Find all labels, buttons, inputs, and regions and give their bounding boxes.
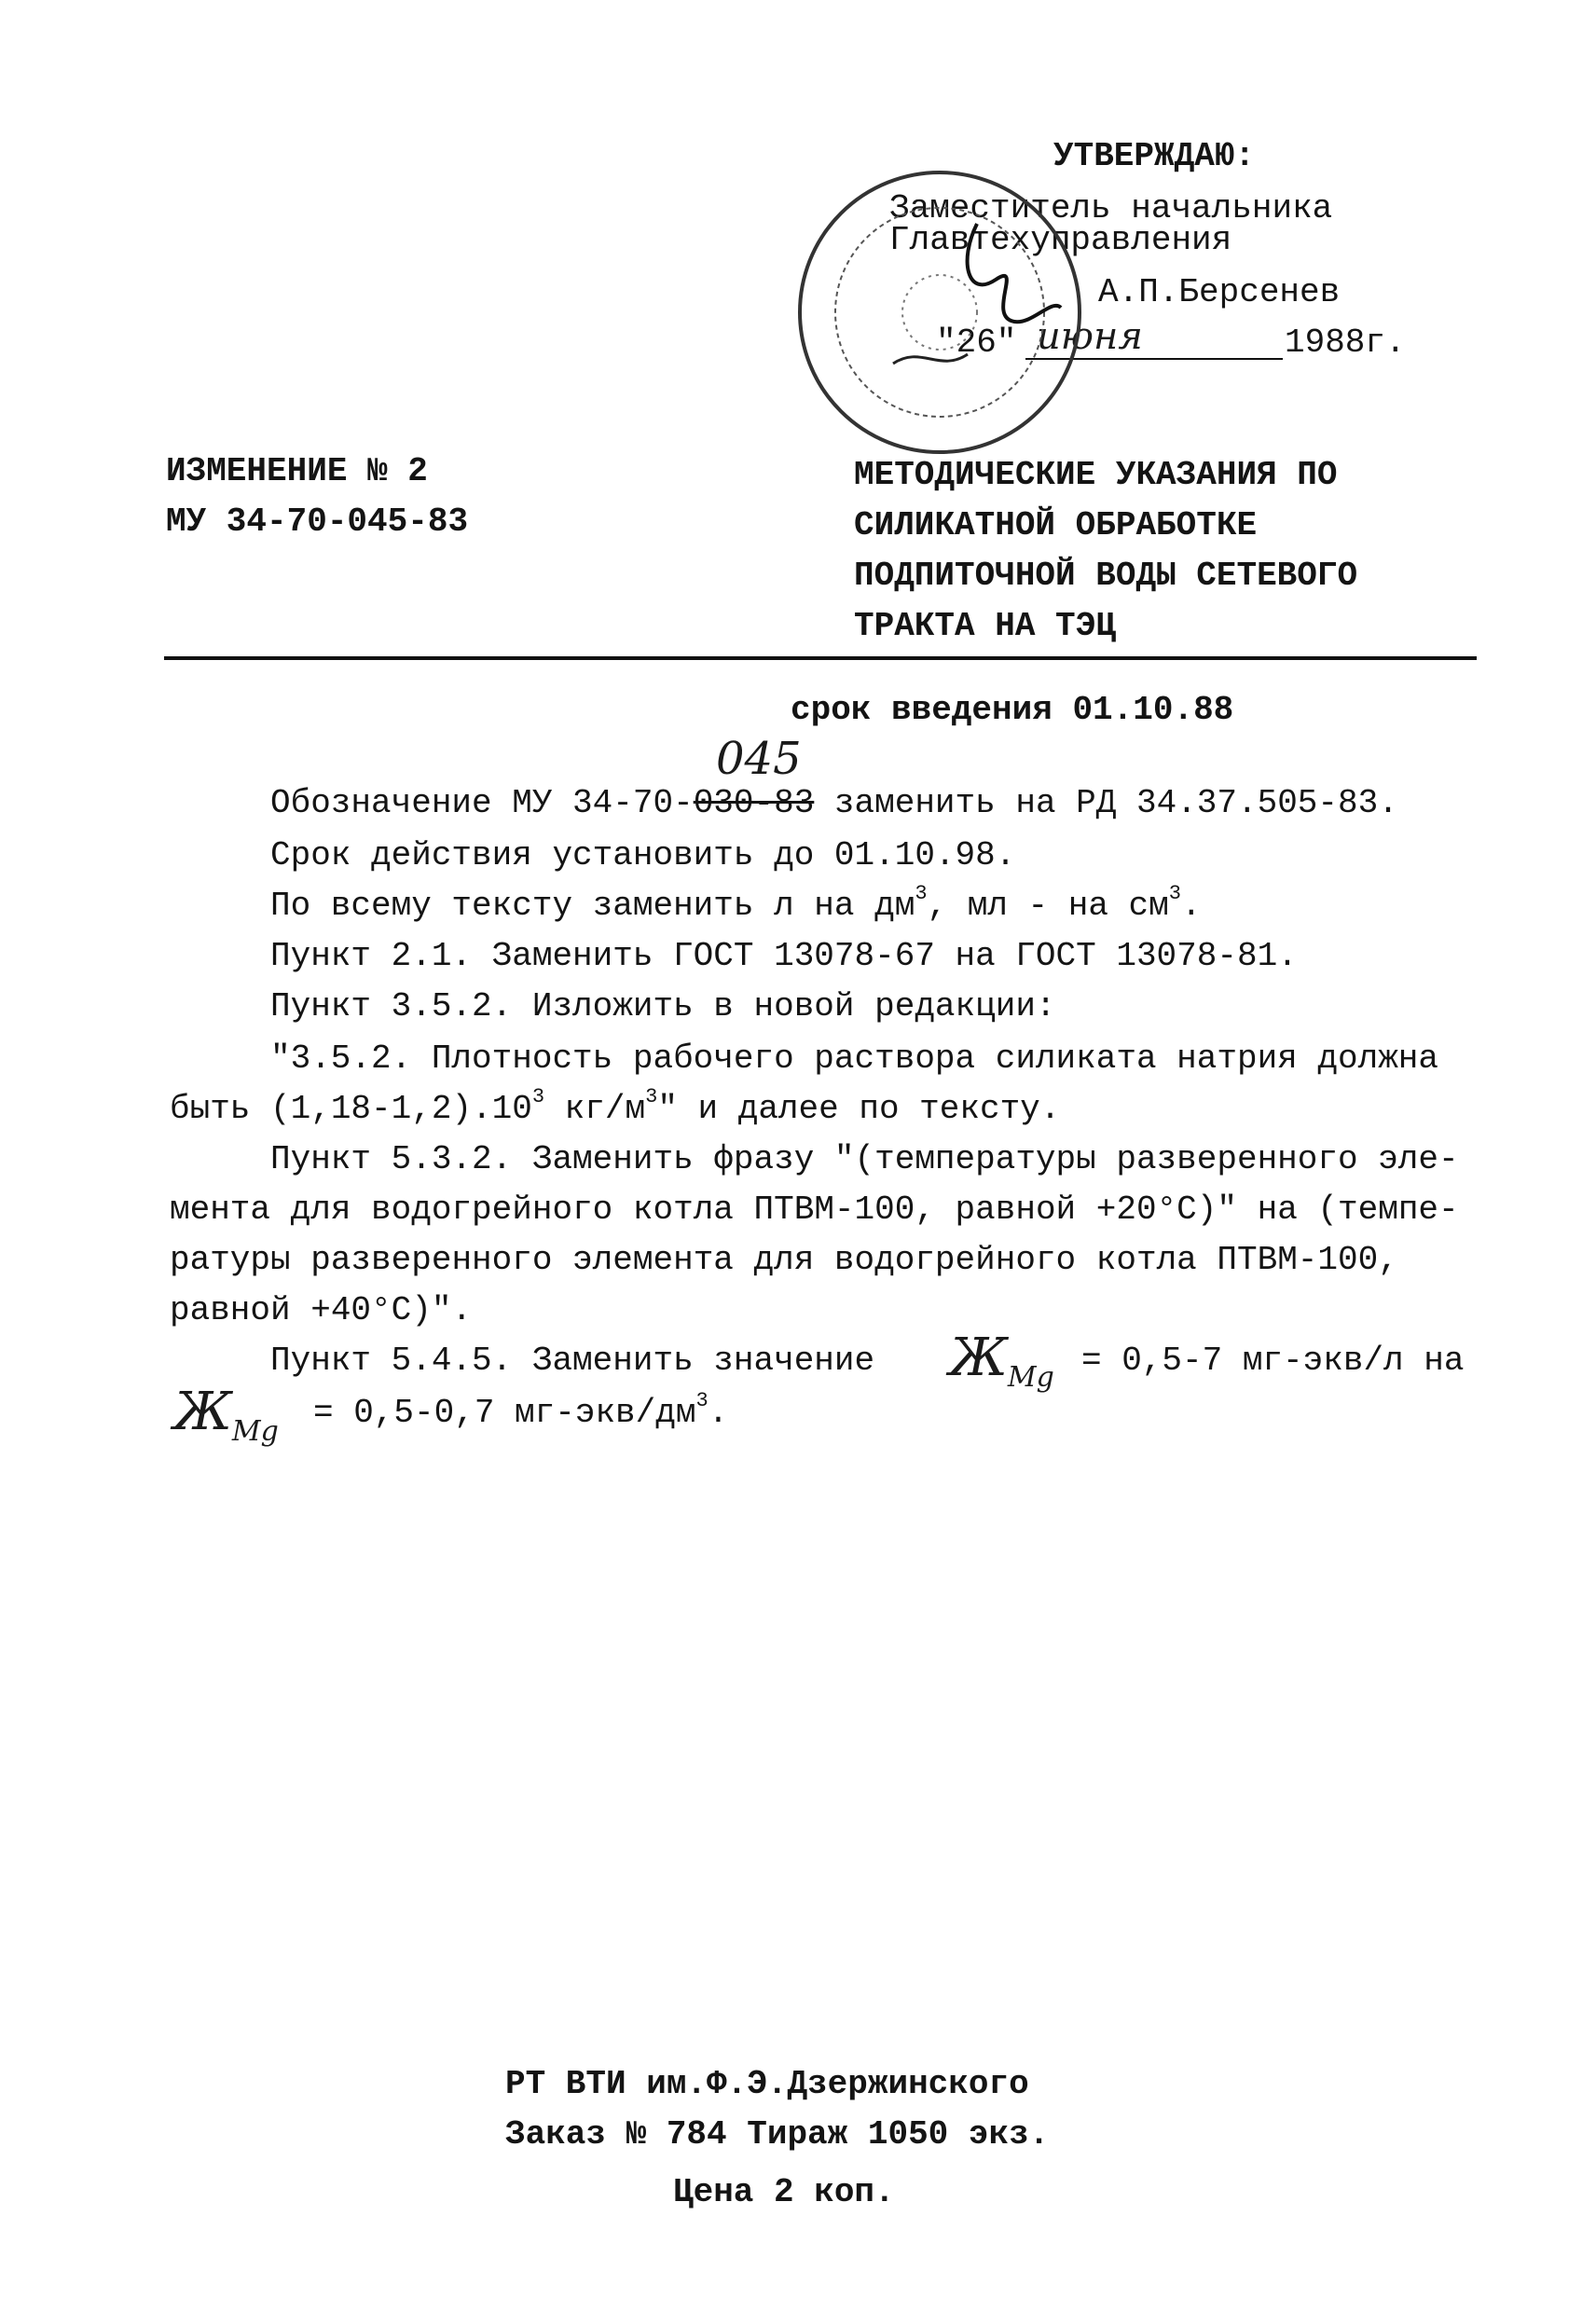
footer-price: Цена 2 коп. xyxy=(673,2173,895,2211)
approval-date-month: июня xyxy=(1037,315,1143,358)
signature-flourish xyxy=(893,354,968,364)
title-line4: ТРАКТА НА ТЭЦ xyxy=(854,607,1116,645)
approval-position-line2: Главтехуправления xyxy=(889,221,1232,259)
units-text-b: , мл - на см xyxy=(927,887,1169,925)
change-code: МУ 34-70-045-83 xyxy=(166,502,469,541)
hardness-new-value: = 0,5-0,7 мг-экв/дм xyxy=(313,1394,696,1432)
paragraph-3-5-2-line2 xyxy=(170,1085,1061,1130)
density-sup1: 3 xyxy=(531,1085,545,1108)
paragraph-gost: Пункт 2.1. Заменить ГОСТ 13078-67 на ГОСТ 13078-81. xyxy=(270,937,1298,975)
paragraph-5-3-2-line1: Пункт 5.3.2. Заменить фразу "(температуры разверенного эле- xyxy=(270,1140,1459,1178)
footer-order-print-run: Заказ № 784 Тираж 1050 экз. xyxy=(505,2115,1050,2154)
hardness-new-value-end: . xyxy=(708,1394,729,1432)
density-sup2: 3 xyxy=(645,1085,658,1108)
units-sup1: 3 xyxy=(915,882,928,905)
title-line3: ПОДПИТОЧНОЙ ВОДЫ СЕТЕВОГО xyxy=(854,557,1358,595)
hardness-symbol-1-letter: Ж xyxy=(949,1328,1008,1388)
approval-heading: УТВЕРЖДАЮ: xyxy=(1053,137,1256,175)
units-sup2: 3 xyxy=(1168,882,1181,905)
paragraph-designation xyxy=(270,783,1398,824)
paragraph-units xyxy=(270,882,1202,927)
hardness-symbol-1-sub: Mg xyxy=(1007,1361,1054,1395)
hardness-new-value-sup: 3 xyxy=(695,1389,709,1412)
paragraph-5-4-5-line1-a: Пункт 5.4.5. Заменить значение xyxy=(270,1342,875,1380)
title-line1: МЕТОДИЧЕСКИЕ УКАЗАНИЯ ПО xyxy=(854,456,1338,494)
units-text-a: По всему тексту заменить л на дм xyxy=(270,887,915,925)
paragraph-5-4-5-line1-b: = 0,5-7 мг-экв/л на xyxy=(1081,1342,1465,1380)
designation-struck-text: 030-83 xyxy=(693,784,815,822)
paragraph-5-3-2-line2: мента для водогрейного котла ПТВМ-100, равной +20°С)" на (темпе- xyxy=(170,1190,1459,1229)
handwritten-correction: 045 xyxy=(716,733,802,785)
approval-date-year: 1988г. xyxy=(1285,323,1406,362)
approval-position-line1: Заместитель начальника xyxy=(889,189,1333,227)
stamp-emblem xyxy=(902,275,977,350)
hardness-symbol-2-sub: Mg xyxy=(231,1415,279,1449)
footer-publisher: РТ ВТИ им.Ф.Э.Дзержинского xyxy=(505,2065,1029,2103)
hardness-symbol-1 xyxy=(949,1328,1054,1394)
official-stamp xyxy=(781,158,1098,466)
paragraph-5-4-5-line2 xyxy=(313,1389,729,1434)
hardness-symbol-2-letter: Ж xyxy=(173,1382,232,1442)
header-divider xyxy=(164,656,1477,660)
designation-text-b: заменить на РД 34.37.505-83. xyxy=(814,784,1398,822)
density-text-a: быть (1,18-1,2).10 xyxy=(170,1090,532,1128)
stamp-inner-ring xyxy=(835,208,1044,417)
title-line2: СИЛИКАТНОЙ ОБРАБОТКЕ xyxy=(854,506,1258,544)
density-text-b: кг/м xyxy=(544,1090,646,1128)
density-text-c: " и далее по тексту. xyxy=(657,1090,1061,1128)
paragraph-3-5-2-intro: Пункт 3.5.2. Изложить в новой редакции: xyxy=(270,987,1056,1025)
units-text-c: . xyxy=(1180,887,1202,925)
paragraph-5-3-2-line3: ратуры разверенного элемента для водогрейного котла ПТВМ-100, xyxy=(170,1241,1398,1279)
paragraph-5-3-2-line4: равной +40°С)". xyxy=(170,1291,473,1329)
approval-signer: А.П.Берсенев xyxy=(1098,273,1341,311)
approval-date-day: "26" xyxy=(936,323,1017,362)
paragraph-3-5-2-line1: "3.5.2. Плотность рабочего раствора силиката натрия должна xyxy=(270,1039,1439,1078)
designation-text-a: Обозначение МУ 34-70- xyxy=(270,784,694,822)
effective-date: срок введения 01.10.88 xyxy=(791,691,1234,729)
change-label: ИЗМЕНЕНИЕ № 2 xyxy=(166,452,428,490)
paragraph-validity: Срок действия установить до 01.10.98. xyxy=(270,836,1016,874)
hardness-symbol-2 xyxy=(173,1382,279,1448)
